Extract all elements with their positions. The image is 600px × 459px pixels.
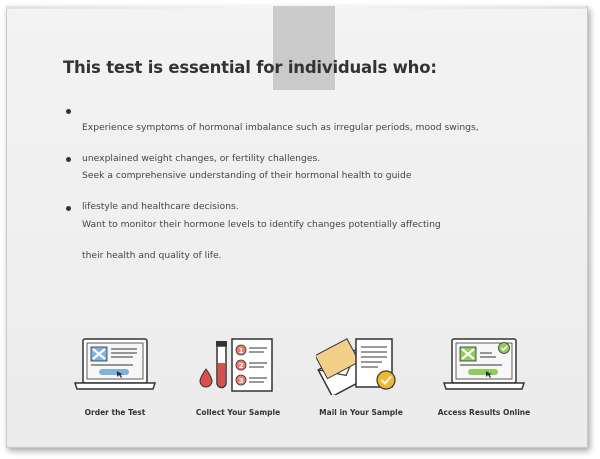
- envelope-mail-icon: [316, 335, 402, 395]
- box-tape: [273, 6, 335, 90]
- bullet-dot-icon: [66, 157, 71, 162]
- bullet-text-line: Experience symptoms of hormonal imbalance such as irregular periods, mood swings,: [82, 121, 479, 133]
- step-label: Access Results Online: [437, 408, 531, 417]
- step-label: Mail in Your Sample: [319, 408, 403, 417]
- test-tube-sample-icon: [196, 335, 280, 395]
- bullet-dot-icon: [66, 206, 71, 211]
- step-label: Collect Your Sample: [195, 408, 281, 417]
- list-number: 1: [238, 347, 244, 355]
- bullet-text-line: Seek a comprehensive understanding of their hormonal health to guide: [82, 169, 412, 181]
- bullet-dot-icon: [66, 109, 71, 114]
- laptop-results-icon: [442, 335, 526, 395]
- bullet-text-line: lifestyle and healthcare decisions.: [82, 200, 239, 212]
- bullet-text-line: unexplained weight changes, or fertility challenges.: [82, 152, 321, 164]
- bullet-text-line: Want to monitor their hormone levels to identify changes potentially affecting: [82, 218, 441, 230]
- list-number: 3: [238, 377, 244, 385]
- page-title: This test is essential for individuals who:: [63, 58, 437, 77]
- laptop-order-icon: [73, 335, 157, 395]
- step-label: Order the Test: [84, 408, 146, 417]
- bullet-text-line: their health and quality of life.: [82, 249, 222, 261]
- list-number: 2: [238, 362, 244, 370]
